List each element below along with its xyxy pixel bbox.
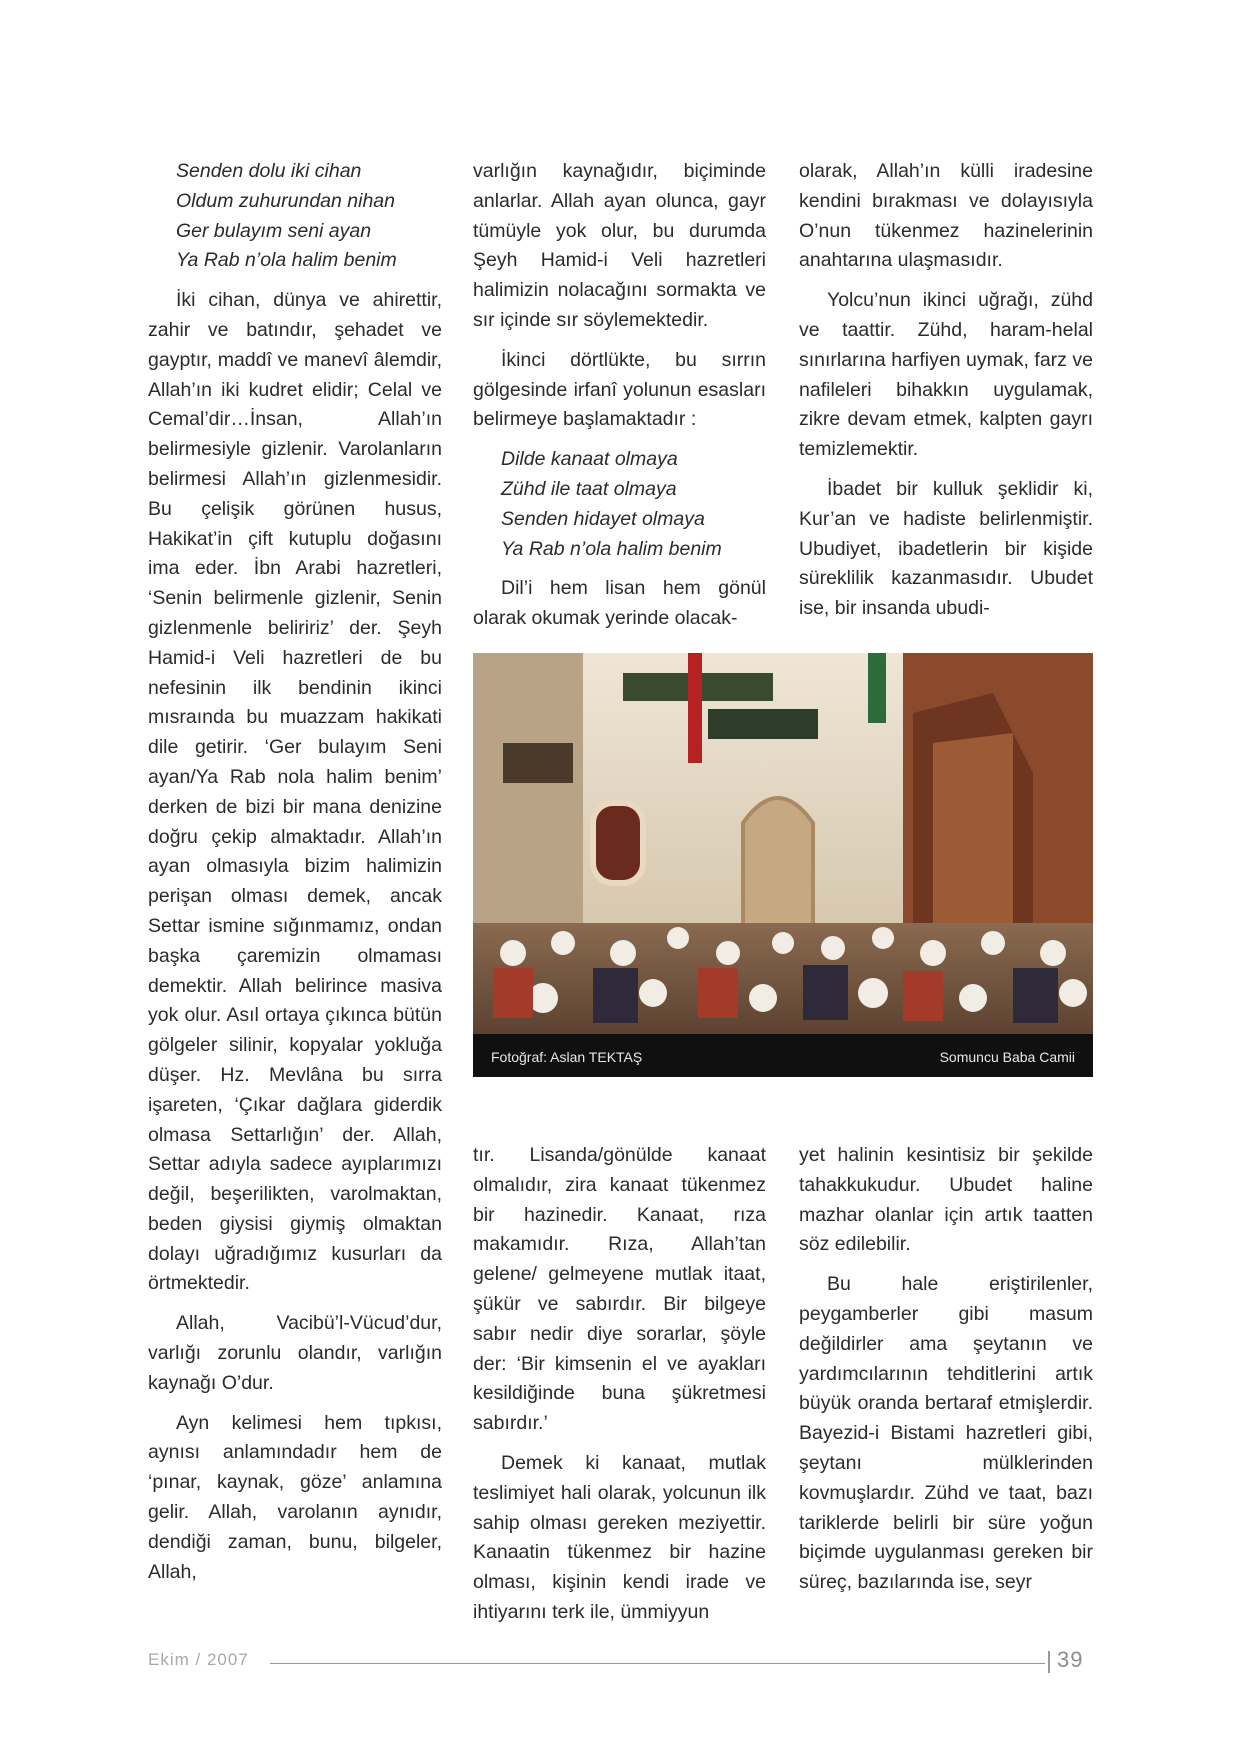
- paragraph: Dil’i hem lisan hem gönül olarak okumak yerinde olacak-: [473, 577, 766, 630]
- verse-line: Senden dolu iki cihan: [176, 160, 362, 182]
- verse-line: Ger bulayım seni ayan: [176, 219, 372, 242]
- paragraph: olarak, Allah’ın külli iradesine kendini bırakması ve dolayısıyla O’nun tükenmez hazinelerinin anahtarına ulaşmasıdır.: [799, 160, 1093, 272]
- verse-line: Senden hidayet olmaya: [501, 507, 705, 530]
- paragraph: Demek ki kanaat, mutlak teslimiyet hali olarak, yolcunun ilk sahip olması gereken meziyettir. Kanaatin tükenmez bir hazine olması, kişinin kendi irade ve ihtiyarını terk ile, ümmiyyun: [473, 1451, 766, 1623]
- text-column-3-bottom: [799, 1141, 1093, 1608]
- paragraph: İbadet bir kulluk şeklidir ki, Kur’an ve hadiste belirlenmiştir. Ubudiyet, ibadetlerin bir kişide süreklilik kazanmasıdır. Ubudet ise, bir insanda ubudi-: [799, 477, 1093, 620]
- paragraph: Allah, Vacibü’l-Vücud’dur, varlığı zorunlu olandır, varlığın kaynağı O’dur.: [148, 1312, 442, 1394]
- photo-title: Somuncu Baba Camii: [939, 1049, 1075, 1065]
- page-number: 39: [1057, 1647, 1084, 1672]
- paragraph: İki cihan, dünya ve ahirettir, zahir ve batındır, şehadet ve gayptır, maddî ve manevî âlemdir, Allah’ın iki kudret elidir; Celal ve Cemal’dir…İnsan, Allah’ın belirmesiyle gizlenir. Varolanların belirmesi Allah’ın gizlenmesidir. Bu çelişik görünen husus, Hakikat’in çift kutuplu doğasını ima eder. İbn Arabi hazretleri, ‘Senin belirmenle gizlenir, Senin gizlenmenle beliririz’ der. Şeyh Hamid-i Veli hazretleri de bu nefesinin ilk bendinin ikinci mısraında bu muazzam hakikati dile getirir. ‘Ger bulayım Seni ayan/Ya Rab nola halim benim’ derken de bizi bir mana denizine doğru çekip almaktadır. Allah’ın ayan olmasıyla bizim halimizin perişan olması demek, ancak Settar ismine sığınmamız, ondan başka çaremizin olmaması demektir. Allah belirince masiva yok olur. Asıl ortaya çıkınca bütün gölgeler silinir, kopyalar yokluğa düşer. Hz. Mevlâna bu sırra işareten, ‘Çıkar dağlara giderdik olmasa Settarlığın’ der. Allah, Settar adıyla sadece ayıplarımızı değil, beşerilikten, varolmaktan, beden giysisi giymiş olmaktan dolayı uğradığımız kusurları da örtmektedir.: [148, 289, 442, 1295]
- paragraph: yet halinin kesintisiz bir şekilde tahakkukudur. Ubudet haline mazhar olanlar için artık taatten söz edilebilir.: [799, 1144, 1093, 1256]
- paragraph: varlığın kaynağıdır, biçiminde anlarlar. Allah ayan olunca, gayr tümüyle yok olur, bu durumda Şeyh Hamid-i Veli hazretleri halimizin nolacağını sormakta ve sır içinde sır söylemektedir.: [473, 160, 766, 331]
- footer-divider: [1048, 1651, 1050, 1673]
- photo-credit: Fotoğraf: Aslan TEKTAŞ: [491, 1049, 643, 1065]
- text-column-3-top: [799, 157, 1093, 634]
- text-column-2-top: [473, 157, 766, 644]
- text-column-2-bottom: [473, 1141, 766, 1638]
- text-column-1: [148, 157, 442, 1597]
- poem-verse-1: [148, 157, 442, 276]
- red-banner: [688, 653, 702, 763]
- mosque-interior-illustration: [473, 653, 1093, 1077]
- footer-date: Ekim / 2007: [148, 1650, 249, 1669]
- verse-line: Zühd ile taat olmaya: [501, 477, 677, 500]
- mosque-photo: [473, 653, 1093, 1077]
- footer-rule: [270, 1663, 1045, 1664]
- verse-line: Oldum zuhurundan nihan: [176, 189, 395, 212]
- green-banner: [868, 653, 886, 723]
- paragraph: Bu hale eriştirilenler, peygamberler gibi masum değildirler ama şeytanın ve yardımcılarının tehditlerini artık büyük oranda bertaraf etmişlerdir. Bayezid-i Bistami hazretleri gibi, şeytanı mülklerinden kovmuşlardır. Zühd ve taat, bazı tariklerde belirli bir süre yoğun biçimde uygulanması gereken bir süreç, bazılarında ise, seyr: [799, 1273, 1093, 1594]
- verse-line: Dilde kanaat olmaya: [501, 448, 678, 471]
- paragraph: İkinci dörtlükte, bu sırrın gölgesinde irfanî yolunun esasları belirmeye başlamaktadır :: [473, 348, 766, 431]
- poem-verse-2: [473, 445, 766, 564]
- verse-line: Ya Rab n’ola halim benim: [501, 537, 722, 560]
- paragraph: tır. Lisanda/gönülde kanaat olmalıdır, zira kanaat tükenmez bir hazinedir. Kanaat, rıza makamıdır. Rıza, Allah’tan gelene/ gelmeyene mutlak itaat, şükür ve sabırdır. Bir bilgeye sabır nedir diye sorarlar, şöyle der: ‘Bir kimsenin el ve ayakları kesildiğinde buna şükretmesi sabırdır.’: [473, 1144, 766, 1435]
- paragraph: Ayn kelimesi hem tıpkısı, aynısı anlamındadır hem de ‘pınar, kaynak, göze’ anlamına gelir. Allah, varolanın aynıdır, dendiği zaman, bunu, bilgeler, Allah,: [148, 1411, 442, 1583]
- verse-line: Ya Rab n’ola halim benim: [176, 249, 397, 272]
- photo-caption-bar: [473, 1034, 1093, 1077]
- paragraph: Yolcu’nun ikinci uğrağı, zühd ve taattir. Zühd, haram-helal sınırlarına harfiyen uymak, farz ve nafileleri bihakkın uygulamak, zikre devam etmek, kalpten gayrı temizlemektir.: [799, 289, 1093, 461]
